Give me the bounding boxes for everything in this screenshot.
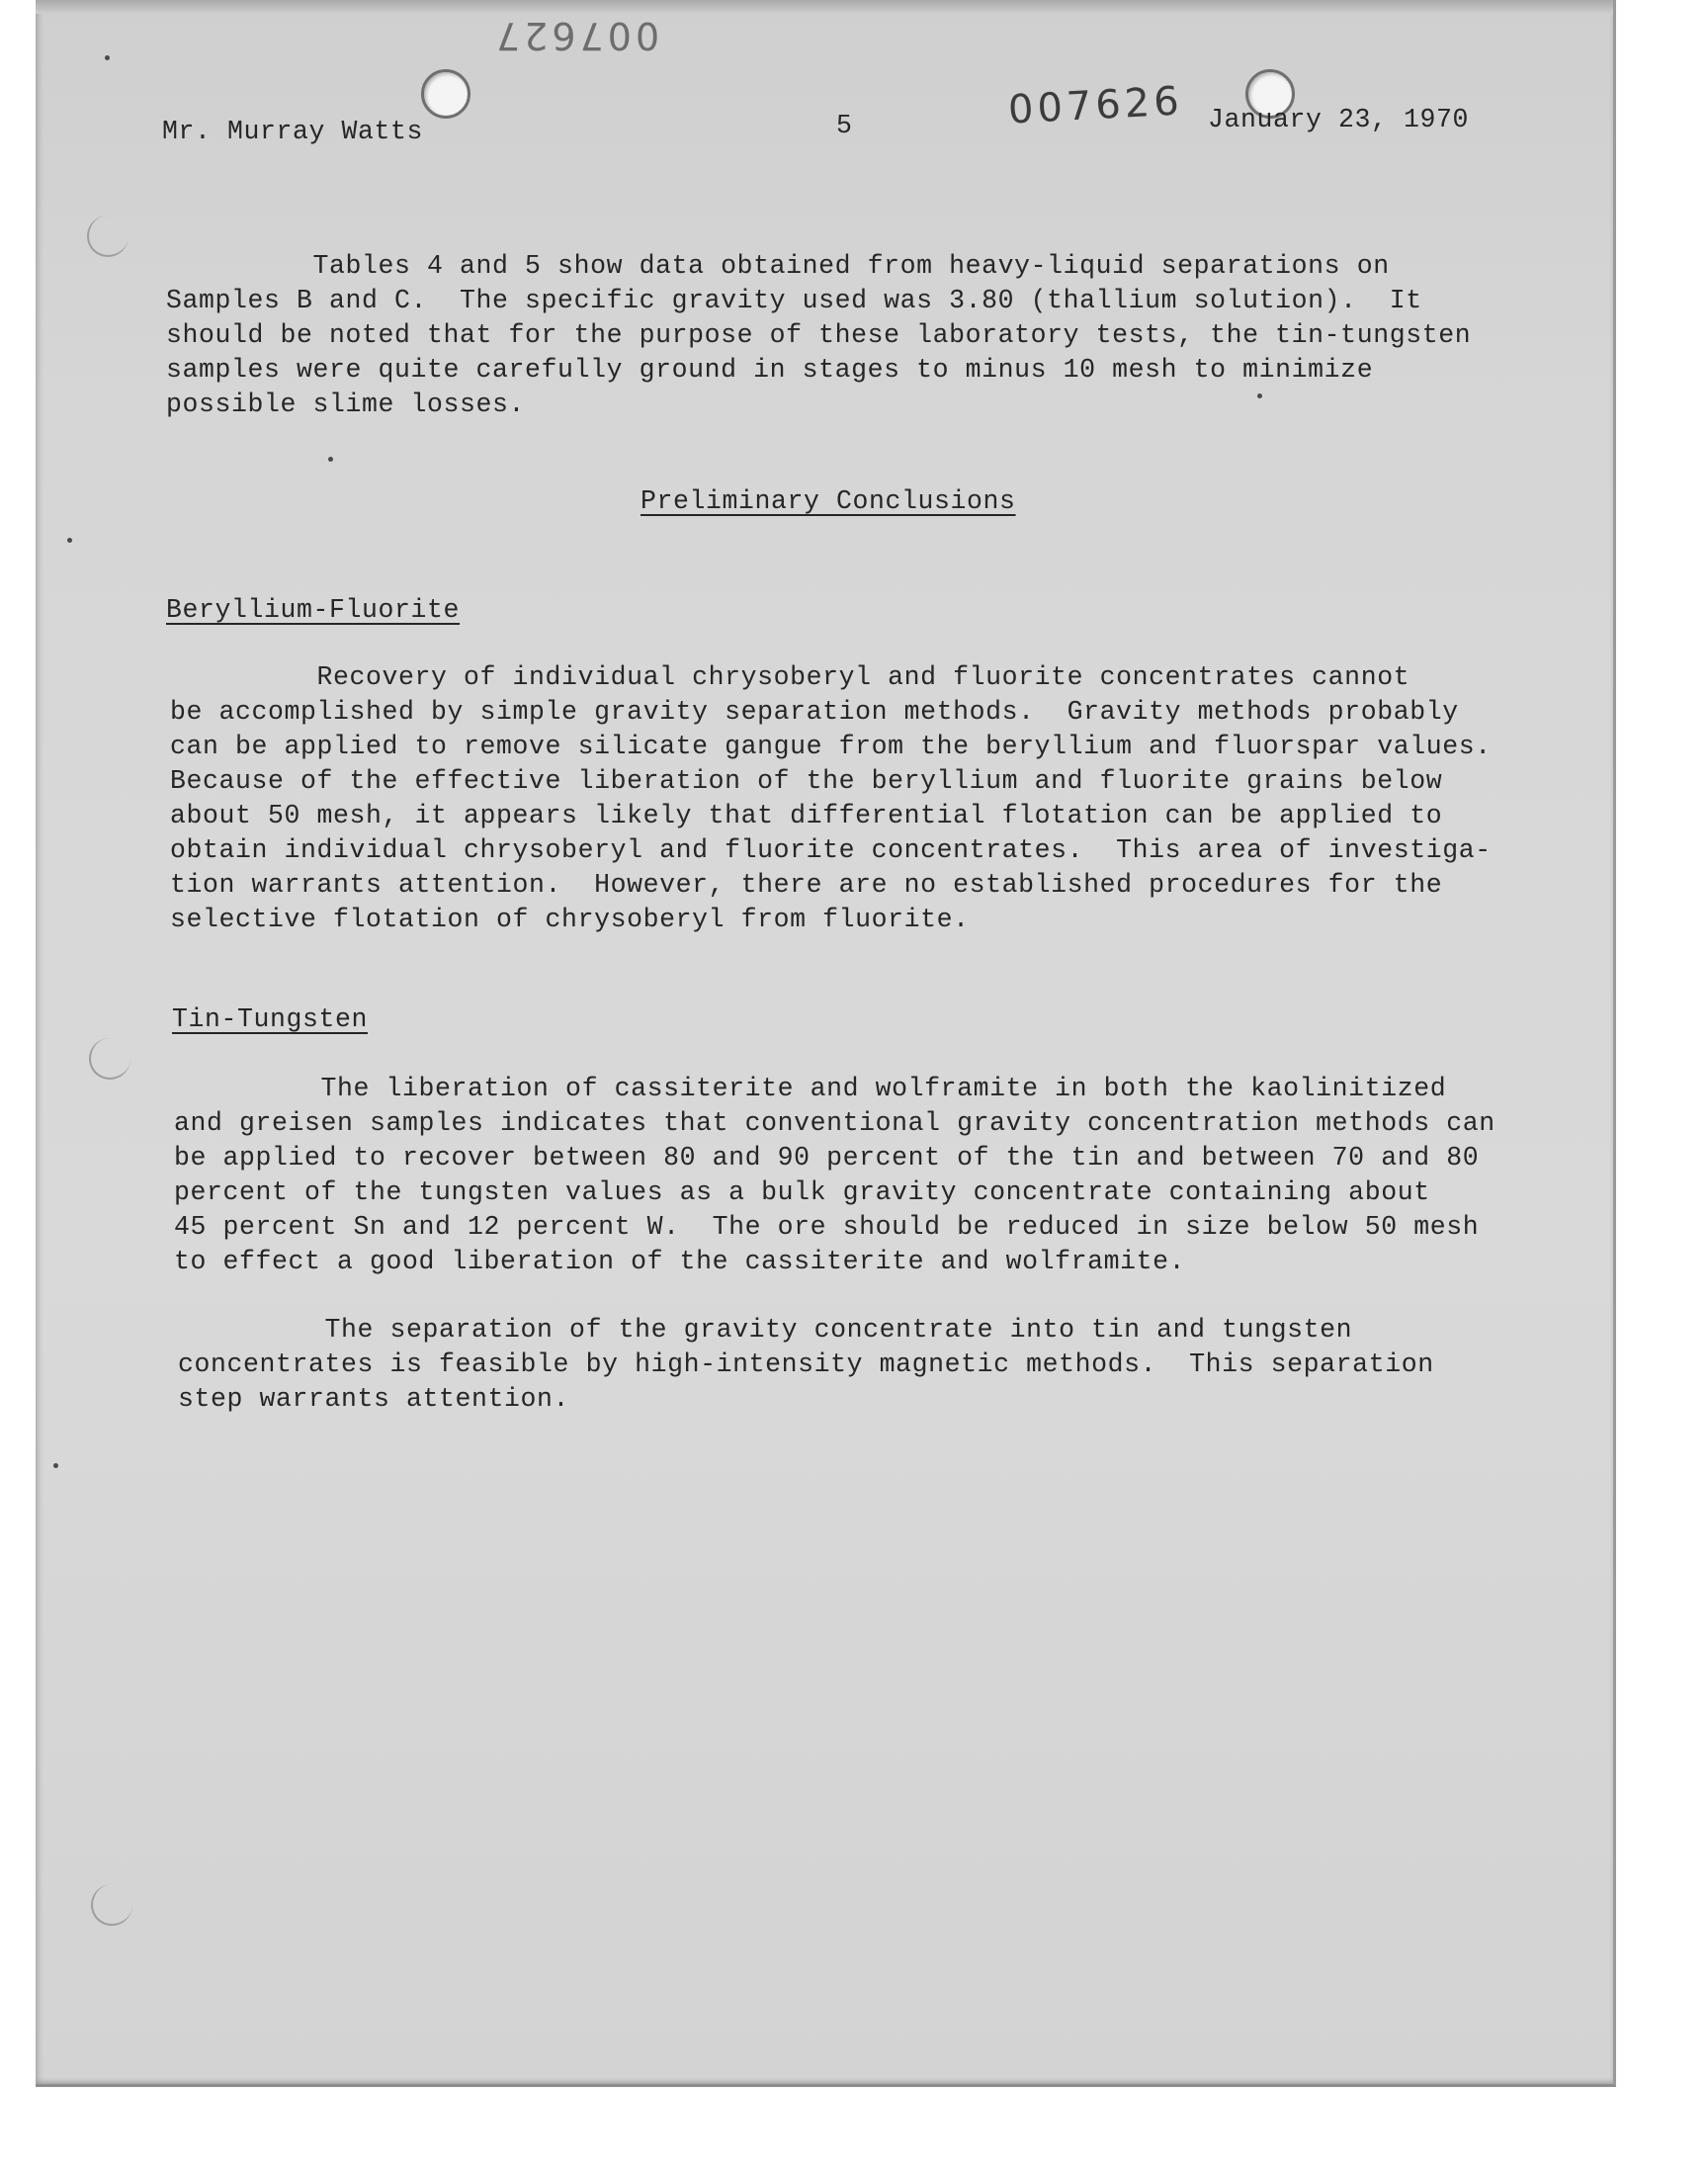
document-page	[36, 0, 1616, 2087]
tin-tungsten-line: 45 percent Sn and 12 percent W. The ore should be reduced in size below 50 mesh	[174, 1212, 1480, 1242]
speck	[67, 538, 72, 543]
tin-tungsten-line: be applied to recover between 80 and 90 percent of the tin and between 70 and 80	[174, 1143, 1480, 1173]
intro-line: possible slime losses.	[166, 390, 526, 419]
intro-line: Samples B and C. The specific gravity used was 3.80 (thallium solution). It	[166, 286, 1422, 315]
document-stamp-number: 007626	[1006, 78, 1184, 133]
punch-hole-left	[421, 69, 470, 119]
addressee: Mr. Murray Watts	[162, 117, 424, 146]
beryllium-line: tion warrants attention. However, there are no established procedures for the	[170, 870, 1443, 900]
beryllium-line: selective flotation of chrysoberyl from fluorite.	[170, 905, 970, 934]
tin-tungsten-heading: Tin-Tungsten	[172, 1004, 369, 1034]
speck	[328, 457, 333, 462]
beryllium-line: can be applied to remove silicate gangue from the beryllium and fluorspar values.	[170, 732, 1492, 761]
letter-date: January 23, 1970	[1208, 105, 1470, 134]
binder-mark-bottom	[91, 1884, 132, 1926]
tin-tungsten-line: concentrates is feasible by high-intensity magnetic methods. This separation	[178, 1349, 1434, 1379]
tin-tungsten-line: The liberation of cassiterite and wolframite in both the kaolinitized	[174, 1074, 1447, 1103]
speck	[1257, 393, 1262, 398]
tin-tungsten-line: and greisen samples indicates that conventional gravity concentration methods can	[174, 1108, 1495, 1138]
page-top-edge	[36, 0, 1613, 14]
tin-tungsten-line: to effect a good liberation of the cassiterite and wolframite.	[174, 1247, 1186, 1276]
tin-tungsten-line: percent of the tungsten values as a bulk gravity concentrate containing about	[174, 1177, 1430, 1207]
binder-mark-top	[87, 216, 128, 257]
beryllium-line: about 50 mesh, it appears likely that differential flotation can be applied to	[170, 801, 1443, 830]
beryllium-line: Because of the effective liberation of the beryllium and fluorite grains below	[170, 766, 1443, 796]
tin-tungsten-line: The separation of the gravity concentrate into tin and tungsten	[178, 1315, 1353, 1345]
beryllium-line: Recovery of individual chrysoberyl and fluorite concentrates cannot	[170, 662, 1410, 692]
section-title: Preliminary Conclusions	[640, 486, 1016, 516]
intro-line: samples were quite carefully ground in stages to minus 10 mesh to minimize	[166, 355, 1374, 385]
tin-tungsten-line: step warrants attention.	[178, 1384, 570, 1414]
binder-mark-middle	[89, 1038, 130, 1080]
beryllium-heading: Beryllium-Fluorite	[166, 595, 461, 625]
intro-line: should be noted that for the purpose of these laboratory tests, the tin-tungsten	[166, 320, 1472, 350]
intro-line: Tables 4 and 5 show data obtained from heavy-liquid separations on	[166, 251, 1390, 281]
speck	[105, 55, 110, 60]
page-number: 5	[836, 111, 853, 140]
beryllium-line: obtain individual chrysoberyl and fluorite concentrates. This area of investiga-	[170, 835, 1492, 865]
speck	[53, 1463, 58, 1468]
top-stamp-number: 007627	[492, 14, 660, 57]
beryllium-line: be accomplished by simple gravity separation methods. Gravity methods probably	[170, 697, 1459, 727]
